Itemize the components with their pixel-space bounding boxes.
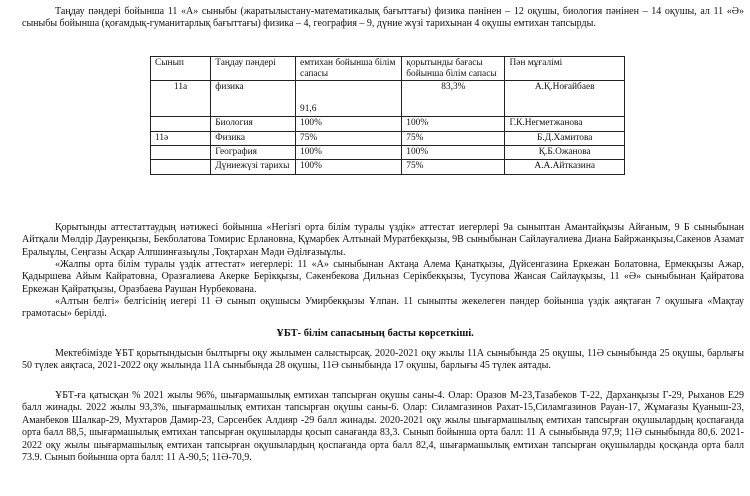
cell-subject: География <box>211 146 296 160</box>
cell-exam: 100% <box>296 160 402 174</box>
header-teacher: Пән мұғалімі <box>505 57 625 81</box>
cell-class <box>151 160 211 174</box>
cell-exam: 100% <box>296 117 402 131</box>
gold-medal-paragraph: «Алтын белгі» белгісінің иегері 11 Ә сынып оқушысы Умирбекқызы Ұлпан. 11 сыныпты жекелеген пәндер бойынша үздік аяқтаған 7 оқушыға «Мақтау грамотасы» берілді. <box>22 296 744 320</box>
cell-teacher: Г.К.Негметжанова <box>505 117 625 131</box>
cell-final: 75% <box>402 131 505 145</box>
header-exam-quality: емтихан бойынша білім сапасы <box>296 57 402 81</box>
cell-subject: Физика <box>211 131 296 145</box>
cell-exam: 100% <box>296 146 402 160</box>
cell-teacher: Б.Д.Хамитова <box>505 131 625 145</box>
cell-teacher: Қ.Б.Ожанова <box>505 146 625 160</box>
certificate-paragraph: Қорытынды аттестаттаудың нәтижесі бойынша «Негізгі орта білім туралы үздік» аттестат иегерлері 9а сыныптан Амантайқызы Айғаным, 9 Б сыныбынан Айтқали Мөлдір Дауренқызы, Бекболатова Томирис Ерлановна, Құмарбек Алтынай Муратбекқызы, 9В сыныбынан Сайлауғалиева Диана Байржанқызы,Сакенов Азамат Ералыұлы, Сеңгазы Асқар Алпшинғазыұлы ,Тоқтархан Мәди Әділғазыұлы. <box>22 222 744 258</box>
table-row <box>151 146 625 160</box>
table-row <box>151 160 625 174</box>
cell-exam: 91,6 <box>296 81 402 117</box>
cell-final: 83,3% <box>402 81 505 117</box>
cell-class <box>151 146 211 160</box>
table-row <box>151 81 625 117</box>
cell-subject: физика <box>211 81 296 117</box>
table-row <box>151 117 625 131</box>
cell-subject: Дүниежүзі тарихы <box>211 160 296 174</box>
section-heading: ҰБТ- білім сапасының басты көрсеткіші. <box>276 328 474 339</box>
cell-subject: Биология <box>211 117 296 131</box>
cell-exam: 75% <box>296 131 402 145</box>
table-row <box>151 131 625 145</box>
cell-teacher: А.А.Айтказина <box>505 160 625 174</box>
honors-paragraph: «Жалпы орта білім туралы үздік аттестат» иегерлері: 11 «А» сыныбынан Актаңа Алема Қанатқызы, Дүйсенгазина Еркежан Болатовна, Ермекқызы Ажар, Қадыршева Айым Кайратовна, Оразғалиева Акерке Берікқызы, Сәкенбекова Дильназ Серікбекқызы, Тусупова Жансая Сайлауқызы, 11 «Ә» сыныбынан Қайратова Еркежан Қайратқызы, Оразбаева Раушан Нурбекована. <box>22 259 744 295</box>
cell-final: 75% <box>402 160 505 174</box>
exam-results-table <box>150 56 625 175</box>
cell-final: 100% <box>402 117 505 131</box>
cell-teacher: А.Қ.Ноғайбаев <box>505 81 625 117</box>
ubt-results-paragraph: ҰБТ-ға қатысқан % 2021 жылы 96%, шығармашылық емтихан тапсырған оқушы саны-4. Олар: Оразов М-23,Тазабеков Т-22, Дарханқызы Г-29, Рыханов Е29 балл жинады. 2022 жылы 93,3%, шығармашылық емтихан тапсырған оқушы саны-6. Олар: Силамгазинов Рахат-15,Силамгазинов Рауан-17, Жұмағазы Қуаныш-23, Аманбеков Шалкар-29, Мухтаров Дамир-23, Сәрсенбек Алдияр -29 балл жинады. 2020-2021 оқу жылы шығармашылық емтихан тапсырған оқушылардың қоспағанда орта балл 88,5, шығармашылық емтихан тапсырған оқушыларды қосып санағанда 83,3. Сынып бойынша орта балл: 11 А сыныбында 97,9; 11Ә сыныбында 80,6. 2021-2022 оқу жылы шығармашылық емтихан тапсырған оқушылардың қоспағанда орта балл 82,4, шығармашылық емтихан тапсырған оқушыларды қосқанда орта балл 73.9. Сынып бойынша орта балл: 11 А-90,5; 11Ә-70,9. <box>22 390 744 464</box>
cell-class: 11а <box>151 81 211 117</box>
cell-final: 100% <box>402 146 505 160</box>
header-final-quality: қорытынды бағасы бойынша білім сапасы <box>402 57 505 81</box>
table-header-row <box>151 57 625 81</box>
cell-class <box>151 117 211 131</box>
ubt-comparison-paragraph: Мектебімізде ҰБТ қорытындысын былтырғы оқу жылымен салыстырсақ. 2020-2021 оқу жылы 11А сыныбында 25 оқушы, 11Ә сыныбында 25 оқушы, барлығы 50 түлек аяқтаса, 2021-2022 оқу жылында 11А сыныбында 28 оқушы, 11Ә сыныбында 17 оқушы, барлығы 45 түлек аятады. <box>22 348 744 372</box>
header-class: Сынып <box>151 57 211 81</box>
cell-class: 11ә <box>151 131 211 145</box>
intro-paragraph: Таңдау пәндері бойынша 11 «А» сыныбы (жаратылыстану-математикалық бағыттағы) физика пәнінен – 12 оқушы, биология пәнінен – 14 оқушы, ал 11 «Ә» сыныбы бойынша (қоғамдық-гуманитарлық бағыттағы) физика – 4, география – 9, дүние жүзі тарихынан 4 оқушы емтихан тапсырды. <box>22 6 744 30</box>
header-subjects: Таңдау пәндері <box>211 57 296 81</box>
